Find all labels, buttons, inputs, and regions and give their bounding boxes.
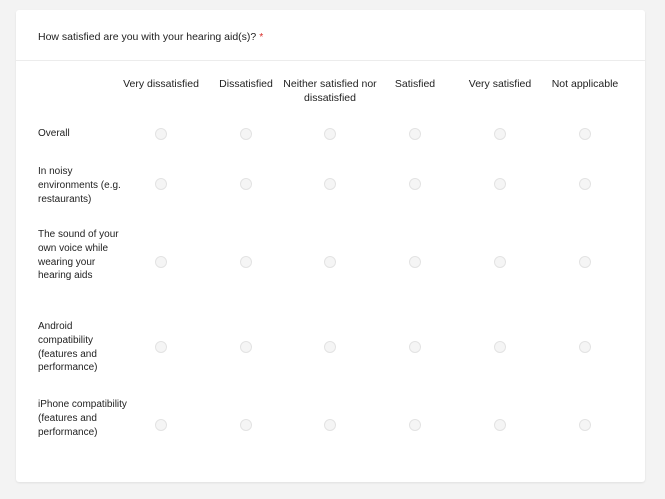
radio-noisy-environments-satisfied[interactable]: [409, 178, 421, 190]
radio-android-dissatisfied[interactable]: [240, 341, 252, 353]
radio-overall-very-satisfied[interactable]: [494, 128, 506, 140]
column-header-very-satisfied: Very satisfied: [468, 78, 532, 90]
column-header-satisfied: Satisfied: [394, 78, 436, 90]
radio-own-voice-not-applicable[interactable]: [579, 256, 591, 268]
required-marker: *: [259, 31, 264, 43]
radio-android-satisfied[interactable]: [409, 341, 421, 353]
question-text: How satisfied are you with your hearing aid(s)?: [38, 31, 257, 43]
radio-iphone-very-satisfied[interactable]: [494, 419, 506, 431]
radio-own-voice-very-dissatisfied[interactable]: [155, 256, 167, 268]
radio-overall-dissatisfied[interactable]: [240, 128, 252, 140]
row-label-overall: Overall: [38, 128, 70, 139]
radio-own-voice-very-satisfied[interactable]: [494, 256, 506, 268]
radio-noisy-environments-neither[interactable]: [324, 178, 336, 190]
radio-iphone-very-dissatisfied[interactable]: [155, 419, 167, 431]
radio-android-not-applicable[interactable]: [579, 341, 591, 353]
row-label-android: Android compatibility (features and performance): [38, 321, 98, 374]
radio-overall-not-applicable[interactable]: [579, 128, 591, 140]
radio-android-very-satisfied[interactable]: [494, 341, 506, 353]
radio-android-neither[interactable]: [324, 341, 336, 353]
question-title: [38, 30, 263, 44]
survey-card: [16, 10, 645, 482]
column-header-not-applicable: Not applicable: [551, 78, 619, 90]
radio-android-very-dissatisfied[interactable]: [155, 341, 167, 353]
radio-own-voice-dissatisfied[interactable]: [240, 256, 252, 268]
radio-iphone-dissatisfied[interactable]: [240, 419, 252, 431]
column-header-dissatisfied: Dissatisfied: [219, 78, 273, 90]
row-label-own-voice: The sound of your own voice while wearing your hearing aids: [38, 229, 119, 282]
radio-iphone-satisfied[interactable]: [409, 419, 421, 431]
radio-overall-neither[interactable]: [324, 128, 336, 140]
radio-noisy-environments-very-satisfied[interactable]: [494, 178, 506, 190]
row-label-noisy-environments: In noisy environments (e.g. restaurants): [38, 166, 121, 205]
radio-iphone-not-applicable[interactable]: [579, 419, 591, 431]
radio-own-voice-satisfied[interactable]: [409, 256, 421, 268]
column-header-neither: Neither satisfied nor dissatisfied: [283, 78, 377, 104]
radio-own-voice-neither[interactable]: [324, 256, 336, 268]
radio-overall-satisfied[interactable]: [409, 128, 421, 140]
radio-noisy-environments-not-applicable[interactable]: [579, 178, 591, 190]
radio-noisy-environments-very-dissatisfied[interactable]: [155, 178, 167, 190]
row-label-iphone: iPhone compatibility (features and performance): [38, 399, 127, 438]
divider: [16, 60, 645, 61]
radio-iphone-neither[interactable]: [324, 419, 336, 431]
radio-overall-very-dissatisfied[interactable]: [155, 128, 167, 140]
column-header-very-dissatisfied: Very dissatisfied: [123, 78, 199, 90]
radio-noisy-environments-dissatisfied[interactable]: [240, 178, 252, 190]
